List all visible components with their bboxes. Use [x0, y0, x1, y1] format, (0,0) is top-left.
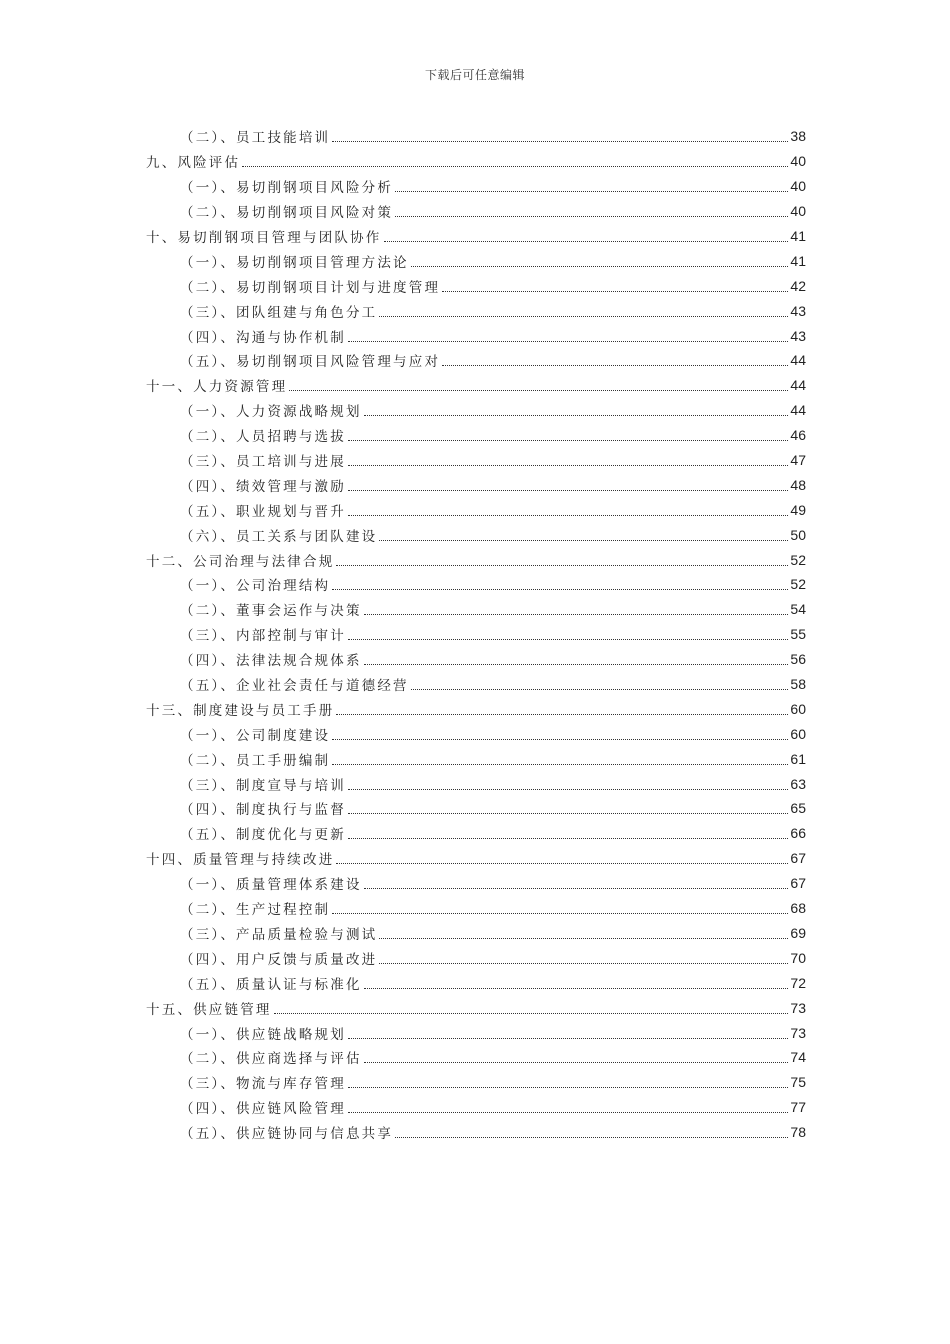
toc-dot-leader	[242, 165, 788, 167]
toc-dot-leader	[395, 215, 788, 217]
toc-entry-title: （二）、易切削钢项目风险对策	[180, 205, 394, 222]
toc-section-entry[interactable]	[146, 124, 806, 149]
toc-section-entry[interactable]	[146, 821, 806, 846]
toc-entry-page-number: 41	[790, 252, 806, 269]
toc-section-entry[interactable]	[146, 1120, 806, 1145]
toc-entry-page-number: 40	[790, 178, 806, 195]
toc-entry-title: （四）、供应链风险管理	[180, 1101, 346, 1118]
toc-section-entry[interactable]	[146, 199, 806, 224]
toc-entry-title: 十、易切削钢项目管理与团队协作	[146, 230, 382, 246]
toc-section-entry[interactable]	[146, 896, 806, 921]
toc-dot-leader	[348, 812, 788, 814]
toc-dot-leader	[411, 688, 789, 690]
page-header: 下载后可任意编辑	[424, 68, 525, 82]
toc-entry-title: （四）、绩效管理与激励	[180, 478, 346, 495]
toc-section-entry[interactable]	[146, 746, 806, 771]
toc-entry-page-number: 74	[790, 1049, 806, 1066]
toc-entry-title: 十四、质量管理与持续改进	[146, 852, 335, 869]
toc-entry-page-number: 44	[790, 352, 806, 369]
toc-section-entry[interactable]	[146, 970, 806, 995]
toc-section-entry[interactable]	[146, 622, 806, 647]
toc-section-entry[interactable]	[146, 248, 806, 273]
toc-dot-leader	[348, 514, 788, 516]
toc-dot-leader	[364, 987, 789, 989]
toc-entry-title: （四）、制度执行与监督	[180, 802, 346, 819]
toc-entry-page-number: 58	[790, 676, 806, 693]
toc-entry-page-number: 69	[790, 924, 806, 941]
toc-chapter-entry[interactable]	[146, 224, 806, 249]
toc-entry-title: （三）、员工培训与进展	[180, 454, 346, 471]
toc-dot-leader	[348, 340, 788, 342]
toc-entry-page-number: 46	[790, 427, 806, 444]
toc-dot-leader	[348, 837, 788, 839]
toc-entry-title: （二）、易切削钢项目计划与进度管理	[180, 279, 441, 296]
toc-section-entry[interactable]	[146, 497, 806, 522]
toc-entry-title: （一）、供应链战略规划	[180, 1026, 346, 1043]
toc-entry-title: （五）、企业社会责任与道德经营	[180, 678, 409, 695]
toc-section-entry[interactable]	[146, 174, 806, 199]
toc-dot-leader	[289, 389, 788, 391]
toc-section-entry[interactable]	[146, 1020, 806, 1045]
toc-entry-page-number: 56	[790, 651, 806, 668]
toc-dot-leader	[332, 140, 788, 142]
toc-dot-leader	[348, 439, 788, 441]
toc-entry-page-number: 40	[790, 153, 806, 170]
toc-dot-leader	[364, 663, 789, 665]
toc-chapter-entry[interactable]	[146, 373, 806, 398]
toc-section-entry[interactable]	[146, 771, 806, 796]
toc-entry-title: （六）、员工关系与团队建设	[180, 528, 378, 545]
toc-section-entry[interactable]	[146, 1070, 806, 1095]
toc-dot-leader	[442, 364, 788, 366]
toc-entry-page-number: 73	[790, 999, 806, 1016]
toc-dot-leader	[379, 937, 788, 939]
toc-entry-title: （二）、人员招聘与选拔	[180, 429, 346, 446]
toc-dot-leader	[332, 738, 788, 740]
toc-entry-page-number: 44	[790, 402, 806, 419]
toc-dot-leader	[411, 265, 789, 267]
toc-entry-title: （四）、法律法规合规体系	[180, 653, 362, 670]
toc-dot-leader	[348, 788, 788, 790]
toc-entry-title: （四）、用户反馈与质量改进	[180, 951, 378, 968]
toc-entry-title: （三）、制度宣导与培训	[180, 777, 346, 794]
toc-dot-leader	[348, 489, 788, 491]
toc-dot-leader	[332, 912, 788, 914]
toc-entry-title: 十三、制度建设与员工手册	[146, 702, 335, 719]
toc-section-entry[interactable]	[146, 796, 806, 821]
toc-entry-page-number: 77	[790, 1099, 806, 1116]
toc-entry-title: （二）、生产过程控制	[180, 902, 331, 919]
toc-entry-page-number: 63	[790, 775, 806, 792]
toc-dot-leader	[384, 240, 789, 242]
toc-entry-title: （一）、质量管理体系建设	[180, 877, 362, 894]
toc-section-entry[interactable]	[146, 273, 806, 298]
toc-entry-title: 十二、公司治理与法律合规	[146, 553, 335, 570]
toc-chapter-entry[interactable]	[146, 149, 806, 174]
toc-section-entry[interactable]	[146, 672, 806, 697]
toc-dot-leader	[348, 464, 788, 466]
toc-dot-leader	[442, 290, 788, 292]
toc-entry-page-number: 49	[790, 501, 806, 518]
toc-section-entry[interactable]	[146, 522, 806, 547]
toc-entry-page-number: 72	[790, 974, 806, 991]
toc-entry-page-number: 67	[790, 850, 806, 867]
toc-chapter-entry[interactable]	[146, 547, 806, 572]
toc-entry-title: 十五、供应链管理	[146, 1001, 272, 1018]
toc-entry-page-number: 67	[790, 875, 806, 892]
toc-entry-page-number: 40	[790, 203, 806, 220]
toc-entry-page-number: 50	[790, 526, 806, 543]
toc-dot-leader	[364, 1061, 789, 1063]
toc-section-entry[interactable]	[146, 647, 806, 672]
toc-dot-leader	[332, 763, 788, 765]
toc-dot-leader	[336, 862, 788, 864]
toc-entry-title: （二）、供应商选择与评估	[180, 1051, 362, 1068]
toc-dot-leader	[348, 1111, 788, 1113]
toc-entry-page-number: 73	[790, 1024, 806, 1041]
toc-entry-title: 九、风险评估	[146, 155, 241, 172]
toc-entry-page-number: 38	[790, 128, 806, 145]
toc-entry-title: （一）、易切削钢项目风险分析	[180, 180, 394, 197]
toc-entry-title: （一）、公司制度建设	[180, 727, 331, 744]
toc-entry-page-number: 52	[790, 576, 806, 593]
toc-dot-leader	[395, 1136, 788, 1138]
toc-dot-leader	[348, 638, 788, 640]
toc-entry-title: （一）、公司治理结构	[180, 578, 331, 595]
toc-entry-page-number: 60	[790, 725, 806, 742]
toc-entry-page-number: 48	[790, 476, 806, 493]
toc-entry-title: （五）、职业规划与晋升	[180, 503, 346, 520]
toc-entry-page-number: 78	[790, 1124, 806, 1141]
toc-entry-title: （五）、制度优化与更新	[180, 827, 346, 844]
toc-entry-title: （三）、内部控制与审计	[180, 628, 346, 645]
toc-entry-page-number: 55	[790, 626, 806, 643]
toc-section-entry[interactable]	[146, 945, 806, 970]
toc-section-entry[interactable]	[146, 398, 806, 423]
table-of-contents	[146, 124, 806, 1145]
toc-entry-page-number: 70	[790, 949, 806, 966]
toc-dot-leader	[364, 887, 789, 889]
toc-dot-leader	[348, 1086, 788, 1088]
toc-dot-leader	[274, 1012, 789, 1014]
toc-section-entry[interactable]	[146, 348, 806, 373]
toc-entry-page-number: 43	[790, 327, 806, 344]
toc-chapter-entry[interactable]	[146, 696, 806, 721]
toc-entry-page-number: 75	[790, 1074, 806, 1091]
toc-dot-leader	[379, 539, 788, 541]
toc-entry-title: （五）、供应链协同与信息共享	[180, 1126, 394, 1143]
toc-section-entry[interactable]	[146, 921, 806, 946]
toc-section-entry[interactable]	[146, 423, 806, 448]
toc-section-entry[interactable]	[146, 472, 806, 497]
toc-entry-title: （一）、易切削钢项目管理方法论	[180, 254, 409, 271]
toc-entry-title: （四）、沟通与协作机制	[180, 329, 346, 346]
toc-dot-leader	[336, 564, 788, 566]
toc-dot-leader	[379, 962, 788, 964]
toc-entry-title: （五）、质量认证与标准化	[180, 976, 362, 993]
toc-entry-page-number: 61	[790, 750, 806, 767]
toc-entry-page-number: 42	[790, 277, 806, 294]
toc-dot-leader	[348, 1037, 788, 1039]
toc-entry-title: （一）、人力资源战略规划	[180, 404, 362, 421]
toc-dot-leader	[364, 613, 789, 615]
toc-section-entry[interactable]	[146, 1045, 806, 1070]
toc-entry-page-number: 41	[790, 228, 806, 244]
toc-entry-page-number: 43	[790, 302, 806, 319]
toc-dot-leader	[364, 414, 789, 416]
toc-chapter-entry[interactable]	[146, 846, 806, 871]
toc-entry-page-number: 66	[790, 825, 806, 842]
toc-section-entry[interactable]	[146, 1095, 806, 1120]
toc-section-entry[interactable]	[146, 721, 806, 746]
toc-section-entry[interactable]	[146, 298, 806, 323]
toc-section-entry[interactable]	[146, 871, 806, 896]
toc-dot-leader	[395, 190, 788, 192]
toc-entry-page-number: 54	[790, 601, 806, 618]
toc-entry-page-number: 68	[790, 900, 806, 917]
toc-entry-title: （二）、员工手册编制	[180, 752, 331, 769]
toc-section-entry[interactable]	[146, 597, 806, 622]
toc-dot-leader	[379, 315, 788, 317]
toc-entry-title: （二）、董事会运作与决策	[180, 603, 362, 620]
toc-entry-page-number: 44	[790, 377, 806, 394]
toc-entry-title: （五）、易切削钢项目风险管理与应对	[180, 354, 441, 371]
toc-section-entry[interactable]	[146, 448, 806, 473]
toc-section-entry[interactable]	[146, 323, 806, 348]
toc-entry-title: （二）、员工技能培训	[180, 130, 331, 147]
toc-entry-title: （三）、产品质量检验与测试	[180, 926, 378, 943]
toc-section-entry[interactable]	[146, 572, 806, 597]
toc-dot-leader	[332, 588, 788, 590]
toc-entry-page-number: 52	[790, 551, 806, 568]
toc-entry-title: （三）、物流与库存管理	[180, 1076, 346, 1093]
toc-chapter-entry[interactable]	[146, 995, 806, 1020]
toc-dot-leader	[336, 713, 788, 715]
toc-entry-page-number: 60	[790, 700, 806, 717]
toc-entry-page-number: 65	[790, 800, 806, 817]
toc-entry-title: 十一、人力资源管理	[146, 379, 288, 396]
toc-entry-title: （三）、团队组建与角色分工	[180, 304, 378, 321]
toc-entry-page-number: 47	[790, 452, 806, 469]
